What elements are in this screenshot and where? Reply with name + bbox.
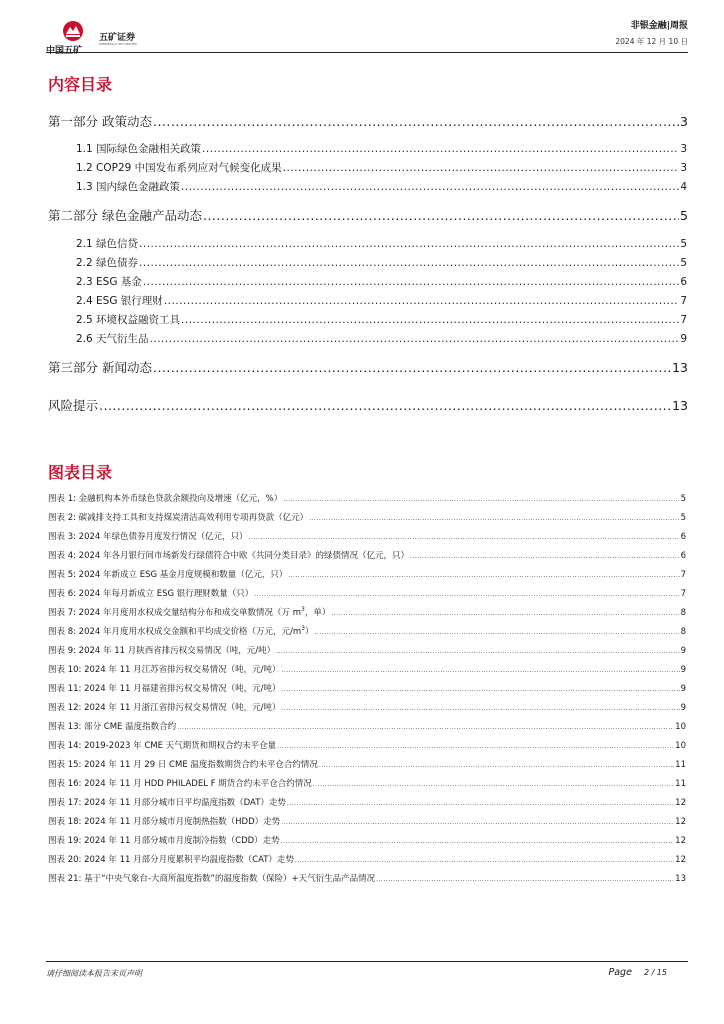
minmetals-emblem-icon: [62, 20, 84, 42]
figure-list-title: 图表目录: [48, 463, 113, 482]
toc-entry-page: 4: [680, 181, 687, 193]
figure-entry[interactable]: [48, 511, 686, 524]
figure-entry[interactable]: [48, 606, 686, 619]
logo-text-cn: 中国五矿: [46, 46, 83, 56]
figure-entry[interactable]: [48, 720, 686, 733]
figure-entry-label: [48, 606, 330, 618]
figure-entry[interactable]: [48, 872, 686, 885]
superscript: 3: [301, 606, 305, 614]
toc-entry-label: 2.4 ESG 银行理财: [76, 295, 163, 307]
figure-entry-page: 9: [680, 646, 686, 656]
figure-entry-page: 12: [675, 836, 686, 846]
figure-entry-page: 5: [680, 513, 686, 523]
toc-entry-label: 2.5 环境权益融资工具: [76, 314, 181, 326]
page-label: Page: [608, 967, 632, 978]
toc-entry[interactable]: [76, 179, 687, 194]
toc-entry-label: 1.2 COP29 中国发布系列应对气候变化成果: [76, 162, 282, 174]
figure-entry-label: [48, 625, 314, 637]
toc-entry-page: 13: [672, 398, 688, 413]
footer-divider: [46, 961, 688, 962]
figure-entry[interactable]: [48, 853, 686, 866]
figure-entry[interactable]: [48, 549, 686, 562]
figure-entry-page: 8: [680, 627, 686, 637]
figure-entry-label-text: 图表 7: 2024 年月度用水权成交量结构分布和成交单数情况（万 m: [48, 608, 301, 618]
figure-entry[interactable]: [48, 796, 686, 809]
figure-entry-page: 10: [675, 741, 686, 751]
toc-entry-page: 5: [680, 238, 687, 250]
figure-entry-label: 图表 20: 2024 年 11 月部分月度累积平均温度指数（CAT）走势: [48, 855, 294, 865]
toc-title: 内容目录: [48, 75, 113, 94]
figure-entry-page: 9: [680, 665, 686, 675]
figure-entry-page: 9: [680, 703, 686, 713]
toc-entry-page: 3: [680, 143, 687, 155]
figure-entry-label-text: 图表 8: 2024 年月度用水权成交金额和平均成交价格（万元，元/m: [48, 627, 302, 637]
figure-entry[interactable]: [48, 568, 686, 581]
toc-entry-label: 第一部分 政策动态: [48, 114, 152, 129]
toc-entry-label: 2.2 绿色债券: [76, 257, 139, 269]
toc-entry[interactable]: [48, 112, 688, 130]
figure-entry-label: 图表 14: 2019-2023 年 CME 天气期货和期权合约未平仓量: [48, 741, 277, 751]
toc-entry[interactable]: [76, 312, 687, 327]
toc-entry[interactable]: [76, 160, 687, 175]
figure-entry[interactable]: [48, 834, 686, 847]
figure-entry-label: 图表 5: 2024 年新成立 ESG 基金月度规模和数量（亿元，只）: [48, 570, 288, 580]
company-logo: [46, 20, 146, 56]
figure-entry-label: 图表 19: 2024 年 11 月部分城市月度制冷指数（CDD）走势: [48, 836, 280, 846]
toc-entry-label: 第三部分 新闻动态: [48, 360, 152, 375]
toc-entry-page: 3: [680, 114, 688, 129]
toc-entry-page: 7: [680, 314, 687, 326]
header-divider: [46, 52, 688, 53]
figure-entry-page: 6: [680, 532, 686, 542]
figure-entry-page: 7: [680, 589, 686, 599]
figure-entry-page: 12: [675, 855, 686, 865]
toc-entry-label: 1.1 国际绿色金融相关政策: [76, 143, 202, 155]
figure-entry[interactable]: [48, 682, 686, 695]
figure-entry-label-text: ）: [304, 627, 314, 637]
page-number: 2 / 15: [643, 968, 667, 977]
toc-entry[interactable]: [76, 236, 687, 251]
figure-entry[interactable]: [48, 701, 686, 714]
toc-entry-page: 13: [672, 360, 688, 375]
figure-entry-page: 5: [680, 494, 686, 504]
figure-entry-label: 图表 3: 2024 年绿色债券月度发行情况（亿元，只）: [48, 532, 248, 542]
toc-entry-label: 第二部分 绿色金融产品动态: [48, 208, 202, 223]
toc-entry[interactable]: [76, 255, 687, 270]
superscript: 3: [301, 625, 305, 633]
toc-entry-page: 3: [680, 162, 687, 174]
toc-entry[interactable]: [76, 274, 687, 289]
toc-entry[interactable]: [48, 396, 688, 414]
figure-entry-label: 图表 16: 2024 年 11 月 HDD PHILADEL F 期货合约未平仓合约情况: [48, 779, 312, 789]
figure-entry-label: 图表 18: 2024 年 11 月部分城市月度制热指数（HDD）走势: [48, 817, 281, 827]
figure-entry-page: 9: [680, 684, 686, 694]
toc-entry-label: 2.3 ESG 基金: [76, 276, 142, 288]
toc-entry-page: 7: [680, 295, 687, 307]
figure-entry-label: 图表 6: 2024 年每月新成立 ESG 银行理财数量（只）: [48, 589, 254, 599]
figure-entry-label: 图表 2: 碳减排支持工具和支持煤炭清洁高效利用专项再贷款（亿元）: [48, 513, 309, 523]
page-indicator: [609, 967, 668, 978]
company-name: 五矿证券: [99, 33, 136, 43]
figure-entry-label: 图表 4: 2024 年各月银行间市场新发行绿债符合中欧《共同分类目录》的绿债情况（亿元，只）: [48, 551, 410, 561]
toc-entry[interactable]: [76, 141, 687, 156]
figure-entry-label: 图表 21: 基于“中央气象台-大商所温度指数”的温度指数（保险）+天气衍生品产品情况: [48, 874, 376, 884]
figure-entry-page: 12: [675, 817, 686, 827]
toc-entry-label: 2.1 绿色信贷: [76, 238, 139, 250]
toc-entry-page: 5: [680, 257, 687, 269]
figure-entry-page: 8: [680, 608, 686, 618]
figure-entry[interactable]: [48, 625, 686, 638]
figure-entry-label: 图表 13: 部分 CME 温度指数合约: [48, 722, 177, 732]
figure-entry-label: 图表 11: 2024 年 11 月福建省排污权交易情况（吨，元/吨）: [48, 684, 281, 694]
figure-entry-page: 10: [675, 722, 686, 732]
figure-entry-page: 11: [675, 779, 686, 789]
figure-entry-label: 图表 10: 2024 年 11 月江苏省排污权交易情况（吨，元/吨）: [48, 665, 281, 675]
figure-entry[interactable]: [48, 530, 686, 543]
figure-entry-page: 13: [675, 874, 686, 884]
company-name-en: MINMETALS SECURITIES: [99, 42, 137, 46]
toc-entry-label: 风险提示: [48, 398, 99, 413]
report-type: 非银金融|周报: [630, 21, 688, 31]
toc-entry-label: 1.3 国内绿色金融政策: [76, 181, 181, 193]
figure-entry[interactable]: [48, 587, 686, 600]
page-header: [0, 0, 724, 60]
figure-entry[interactable]: [48, 739, 686, 752]
figure-entry-page: 11: [675, 760, 686, 770]
toc-entry[interactable]: [48, 206, 688, 224]
figure-entry-label: 图表 17: 2024 年 11 月部分城市日平均温度指数（DAT）走势: [48, 798, 286, 808]
toc-entry-page: 5: [680, 208, 688, 223]
report-date: 2024 年 12 月 10 日: [615, 37, 688, 46]
footer-disclaimer: 请仔细阅读本报告末页声明: [46, 969, 142, 978]
figure-entry-label: 图表 12: 2024 年 11 月浙江省排污权交易情况（吨，元/吨）: [48, 703, 281, 713]
toc-entry-page: 6: [680, 276, 687, 288]
figure-entry[interactable]: [48, 815, 686, 828]
figure-entry-label: 图表 1: 金融机构本外币绿色贷款余额投向及增速（亿元，%）: [48, 494, 283, 504]
figure-entry-page: 6: [680, 551, 686, 561]
figure-entry-page: 12: [675, 798, 686, 808]
figure-entry-label: 图表 15: 2024 年 11 月 29 日 CME 温度指数期货合约未平仓合约情况: [48, 760, 318, 770]
figure-entry-page: 7: [680, 570, 686, 580]
figure-entry[interactable]: [48, 492, 686, 505]
figure-entry-label-text: ，单）: [304, 608, 331, 618]
toc-entry-page: 9: [680, 333, 687, 345]
figure-entry[interactable]: [48, 777, 686, 790]
toc-entry[interactable]: [76, 331, 687, 346]
toc-entry[interactable]: [76, 293, 687, 308]
toc-entry-label: 2.6 天气衍生品: [76, 333, 149, 345]
figure-entry[interactable]: [48, 758, 686, 771]
figure-entry[interactable]: [48, 663, 686, 676]
figure-entry[interactable]: [48, 644, 686, 657]
figure-entry-label: 图表 9: 2024 年 11 月陕西省排污权交易情况（吨，元/吨）: [48, 646, 276, 656]
toc-entry[interactable]: [48, 358, 688, 376]
